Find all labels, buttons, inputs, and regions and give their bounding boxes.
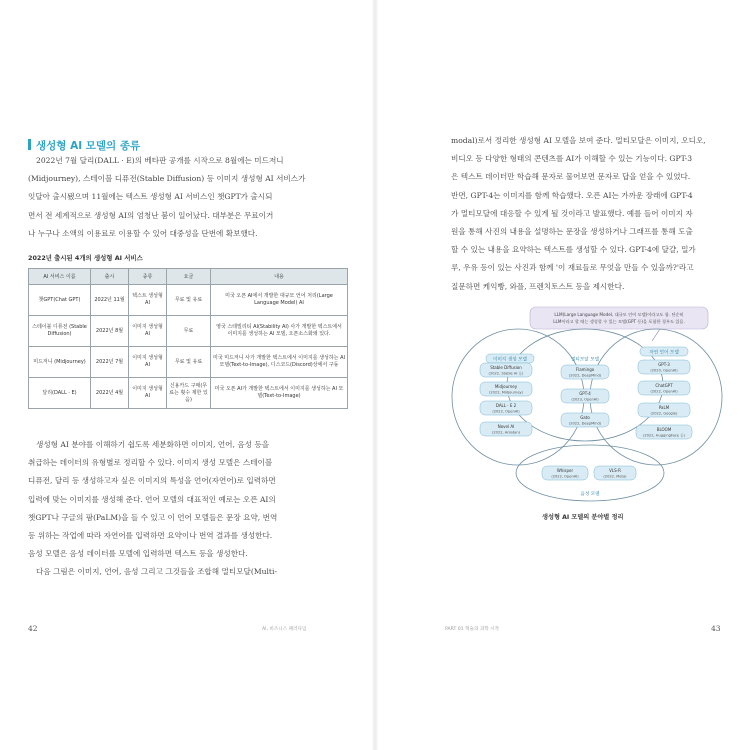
llm-note-pointer [652, 329, 660, 341]
model-name: PaLM [658, 405, 670, 410]
text-line: 등 위하는 작업에 따라 자연어를 입력하면 요약이나 번역 결과를 생성한다. [28, 531, 273, 541]
page-number: 43 [711, 624, 721, 633]
body-paragraph [451, 132, 723, 296]
figure-caption: 생성형 AI 모델의 분야별 정리 [542, 514, 624, 521]
model-origin: (2022, OpenAI) [650, 389, 678, 394]
text-line: modal)로서 정리한 생성형 AI 모델을 보여 준다. 멀티모달은 이미지, 오디오, [451, 136, 706, 145]
model-origin: (2020, OpenAI) [650, 368, 678, 373]
ai-services-table [28, 268, 348, 409]
table-caption: 2022년 출시된 4개의 생성형 AI 서비스 [28, 254, 143, 262]
table-cell: 2022년 11월 [91, 285, 129, 316]
model-name: GPT-3 [658, 362, 670, 367]
table-cell: 무료 [167, 316, 211, 347]
llm-note-box [530, 307, 708, 329]
model-name: DALL · E 2 [495, 403, 517, 408]
table-header: 내용 [211, 269, 348, 285]
model-origin: (2022, Anlatan) [491, 430, 521, 435]
table-row [29, 316, 348, 347]
llm-note-line: LLM이라고 할 때는 생성할 수 있는 모델(GPT 등)을 포함한 경우도 있음. [553, 319, 685, 324]
table-cell: 스테이블 디퓨전 (Stable Diffusion) [29, 316, 91, 347]
table-header: 출시 [91, 269, 129, 285]
model-origin: (2022, OpenAI) [551, 474, 579, 479]
table-cell: 이미지 생성형 AI [129, 316, 167, 347]
intro-paragraph [28, 152, 348, 243]
text-line: 원을 통해 사진의 내용을 설명하는 문장을 생성하거나 그래프를 통해 도출 [451, 227, 693, 237]
table-cell: 영국 스테빌리티 AI(Stability AI) 사가 개발한 텍스트에서 이미지를 생성하는 AI 모델, 오픈소스화돼 있다. [211, 316, 348, 347]
model-origin: (2022, Meta) [603, 474, 627, 479]
text-line: 질문하면 케익빵, 와플, 프렌치토스트 등을 제시한다. [451, 281, 625, 291]
text-line: 2022년 7월 달리(DALL · E)의 베타판 공개를 시작으로 8월에는 미드저니 [36, 156, 284, 165]
text-line: 가 멀티모달에 대응할 수 있게 될 것이라고 발표했다. 예를 들어 이미지 자 [451, 208, 693, 218]
model-name: GPT-4 [579, 391, 591, 396]
table-cell: 2022년 4월 [91, 378, 129, 409]
model-name: Whisper [556, 468, 574, 473]
table-cell: 2022년 8월 [91, 316, 129, 347]
model-origin: (2022, DeepMind) [568, 421, 602, 426]
model-name: Flamingo [575, 367, 595, 372]
text-line: 잇달아 출시됐으며 11월에는 텍스트 생성형 AI 서비스인 챗GPT가 출시되 [28, 192, 273, 202]
multimodal-label: 멀티모달 모델 [570, 357, 600, 363]
text-line: 반면, GPT-4는 이미지를 함께 학습했다. 오픈 AI는 가까운 장래에 GPT-4 [451, 190, 693, 200]
model-name: ChatGPT [655, 383, 673, 388]
text-line: 비디오 등 다양한 형태의 콘텐츠를 AI가 이해할 수 있는 기능이다. GPT-3 [451, 154, 693, 164]
running-head: PART 01 혁슬과 과학 시작 [445, 627, 500, 632]
text-line: 취급하는 데이터의 유형별로 정리할 수 있다. 이미지 생성 모델은 스테이블 [28, 458, 273, 468]
audio-model-label: 음성 모델 [580, 492, 600, 497]
table-cell: 챗GPT(Chat GPT) [29, 285, 91, 316]
table-cell: 미드저니 (Midjourney) [29, 347, 91, 378]
text-line: 음성 모델은 음성 데이터를 모델에 입력하면 텍스트 등을 생성한다. [28, 549, 248, 559]
table-header: 종류 [129, 269, 167, 285]
ai-model-venn-diagram [450, 305, 725, 505]
page-number: 42 [28, 624, 38, 633]
model-origin: (2022, DeepMind) [568, 373, 602, 378]
table-cell: 신용카드 구매(무료는 횟수 제한 있음) [167, 378, 211, 409]
model-name: Midjourney [494, 384, 518, 389]
model-origin: (2022, Stable AI 등) [488, 371, 524, 376]
text-line: 나 누구나 소액의 이용료로 이용할 수 있어 대중성을 단번에 확보했다. [28, 228, 258, 238]
table-cell: 2022년 7월 [91, 347, 129, 378]
table-cell: 텍스트 생성형 AI [129, 285, 167, 316]
right-page [375, 0, 750, 750]
table-cell: 미국 오픈 AI가 개발한 텍스트에서 이미지를 생성하는 AI 모델(Text-to-Image) [211, 378, 348, 409]
text-line: 다음 그림은 이미지, 언어, 음성 그리고 그것들을 조합해 멀티모달(Multi- [36, 567, 277, 577]
text-line: 챗GPT나 구글의 팜(PaLM)을 들 수 있고 이 언어 모델들은 문장 요약, 번역 [28, 512, 278, 522]
text-line: 생성형 AI 분야를 이해하기 쉽도록 세분화하면 이미지, 언어, 음성 등을 [36, 440, 270, 449]
text-line: 입력에 맞는 이미지를 생성해 준다. 언어 모델의 대표적인 예로는 오픈 AI의 [28, 494, 276, 504]
table-row [29, 347, 348, 378]
model-origin: (2022, Google) [650, 411, 678, 416]
table-header-row [29, 269, 348, 285]
model-name: VLS-R [609, 468, 621, 473]
model-origin: (2022, Midjourney) [488, 390, 524, 395]
language-model-label: 자연 언어 모델 [649, 350, 679, 356]
text-line: 디퓨전, 달리 등 생성하고자 싶은 이미지의 특성을 언어(자연어)로 입력하면 [28, 476, 276, 486]
table-header: AI 서비스 이름 [29, 269, 91, 285]
section-title: 생성형 AI 모델의 종류 [28, 138, 140, 153]
section-title-bar [28, 139, 31, 150]
text-line: 할 수 있는 내용을 요약하는 텍스트를 생성할 수 있다. GPT-4에 달걀, 밀가 [451, 245, 696, 255]
table-cell: 무료 및 유료 [167, 347, 211, 378]
table-row [29, 285, 348, 316]
model-origin: (2023, OpenAI) [571, 397, 599, 402]
table-cell: 이미지 생성형 AI [129, 378, 167, 409]
text-line: 은 텍스트 데이터만 학습해 문자로 물어보면 문자로 답을 얻을 수 있었다. [451, 172, 691, 182]
table-cell: 미국 미드저니 사가 개발한 텍스트에서 이미지를 생성하는 AI 모델(Text-to-Image), 디스코드(Discord)상에서 구동 [211, 347, 348, 378]
text-line: (Midjourney), 스테이블 디퓨전(Stable Diffusion) 등 이미지 생성형 AI 서비스가 [28, 174, 306, 184]
llm-note-line: LLM(Large Language Model, 대규모 언어 모델)이라고도 함. 단순히 [554, 312, 684, 317]
model-name: Stable Diffusion [490, 365, 522, 370]
table-header: 요금 [167, 269, 211, 285]
text-line: 루, 우유 등이 있는 사진과 함께 '이 재료들로 무엇을 만들 수 있을까?'라고 [451, 263, 694, 273]
image-model-label: 이미지 생성 모델 [493, 357, 527, 363]
text-line: 면서 전 세계적으로 생성형 AI의 엄청난 붐이 일어났다. 대부분은 무료이거 [28, 210, 274, 220]
table-cell: 미국 오픈 AI에서 개발한 대규모 언어 처리(Large Language Model) AI [211, 285, 348, 316]
model-name: Novel AI [497, 424, 515, 429]
model-origin: (2022, OpenAI) [492, 409, 520, 414]
model-name: Gato [580, 415, 590, 420]
model-origin: (2022, HuggingFace 등) [642, 433, 686, 438]
model-name: BLOOM [656, 427, 672, 432]
body-paragraph [28, 436, 348, 582]
table-cell: 무료 및 유료 [167, 285, 211, 316]
table-cell: 달리(DALL · E) [29, 378, 91, 409]
table-cell: 이미지 생성형 AI [129, 347, 167, 378]
table-row [29, 378, 348, 409]
running-head: AI, 비즈니스 패러다임 [262, 627, 307, 632]
